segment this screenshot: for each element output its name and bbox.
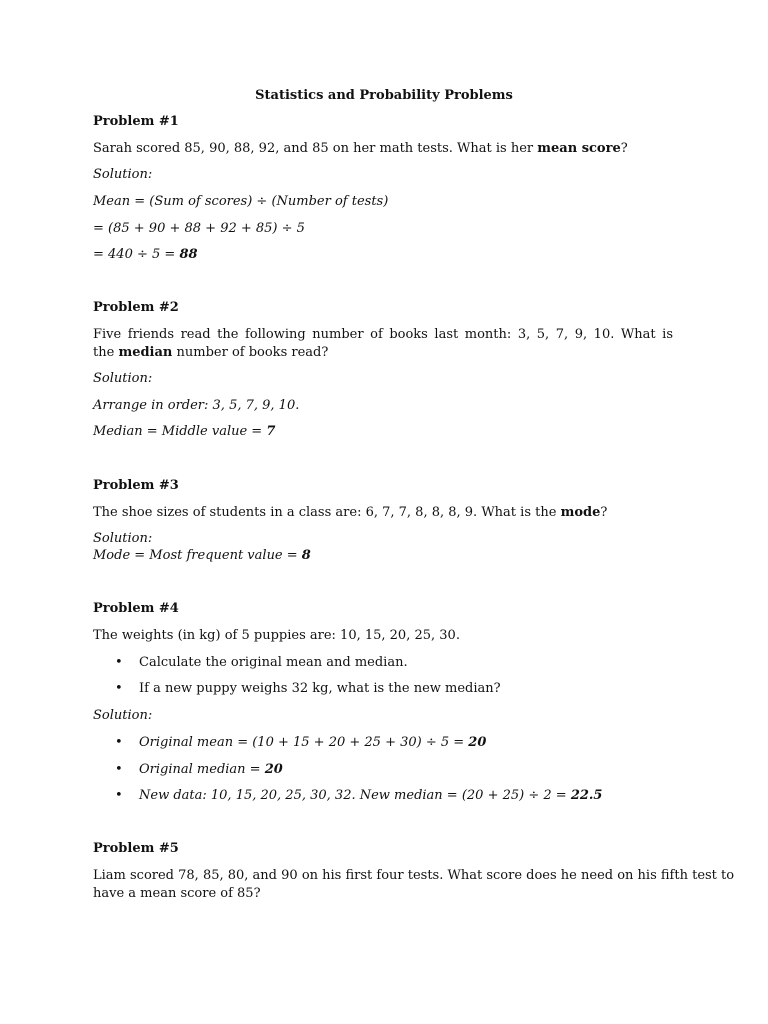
problem-2-question-line-1: Five friends read the following number of books last month: 3, 5, 7, 9, 10. What is (93, 327, 673, 342)
list-item-text: Calculate the original mean and median. (139, 655, 408, 670)
bullet-icon: • (115, 655, 123, 670)
problem-3-heading: Problem #3 (93, 478, 179, 493)
problem-1-heading: Problem #1 (93, 114, 179, 129)
answer: 20 (468, 735, 487, 750)
text: Original mean = (10 + 15 + 20 + 25 + 30) ÷ 5 = (139, 735, 469, 750)
problem-1-solution-step-2: = (85 + 90 + 88 + 92 + 85) ÷ 5 (93, 221, 305, 236)
problem-2-solution-label: Solution: (93, 371, 153, 386)
text: number of books read? (172, 345, 329, 360)
text: ? (620, 141, 628, 156)
problem-5-question-line-2: have a mean score of 85? (93, 886, 261, 901)
text: New data: 10, 15, 20, 25, 30, 32. New median = (20 + 25) ÷ 2 = (139, 788, 571, 803)
problem-3-solution-step-1 (93, 548, 311, 564)
list-item-text (139, 762, 283, 778)
problem-4-solution-label: Solution: (93, 708, 153, 723)
list-item-text: If a new puppy weighs 32 kg, what is the new median? (139, 681, 501, 696)
text: = 440 ÷ 5 = (93, 247, 180, 262)
answer: 88 (179, 247, 198, 262)
problem-3-solution-label: Solution: (93, 531, 153, 546)
problem-2-solution-step-2 (93, 424, 275, 440)
list-item-text (139, 735, 486, 751)
bullet-icon: • (115, 788, 123, 803)
text: Mode = Most frequent value = (93, 548, 302, 563)
problem-1-solution-label: Solution: (93, 167, 153, 182)
problem-1-solution-step-1: Mean = (Sum of scores) ÷ (Number of tests) (93, 194, 389, 209)
problem-3-question (93, 505, 607, 521)
text: Median = Middle value = (93, 424, 267, 439)
term: mean score (537, 141, 621, 156)
problem-2-question-line-2 (93, 345, 328, 361)
list-item-text (139, 788, 602, 804)
bullet-icon: • (115, 762, 123, 777)
problem-4-heading: Problem #4 (93, 601, 179, 616)
problem-2-solution-step-1: Arrange in order: 3, 5, 7, 9, 10. (93, 398, 300, 413)
problem-1-question (93, 141, 628, 157)
term: mode (560, 505, 601, 520)
text: the (93, 345, 119, 360)
term: median (118, 345, 173, 360)
bullet-icon: • (115, 735, 123, 750)
text: Sarah scored 85, 90, 88, 92, and 85 on her math tests. What is her (93, 141, 538, 156)
answer: 7 (266, 424, 276, 439)
problem-4-question: The weights (in kg) of 5 puppies are: 10, 15, 20, 25, 30. (93, 628, 460, 643)
bullet-icon: • (115, 681, 123, 696)
answer: 22.5 (570, 788, 603, 803)
answer: 8 (301, 548, 311, 563)
problem-5-heading: Problem #5 (93, 841, 179, 856)
text: ? (600, 505, 608, 520)
text: The shoe sizes of students in a class are: 6, 7, 7, 8, 8, 8, 9. What is the (93, 505, 561, 520)
answer: 20 (264, 762, 283, 777)
text: Original median = (139, 762, 265, 777)
problem-1-solution-step-3 (93, 247, 198, 263)
page-title: Statistics and Probability Problems (255, 88, 513, 103)
problem-5-question-line-1: Liam scored 78, 85, 80, and 90 on his first four tests. What score does he need on his fifth test to (93, 868, 735, 883)
problem-2-heading: Problem #2 (93, 300, 179, 315)
